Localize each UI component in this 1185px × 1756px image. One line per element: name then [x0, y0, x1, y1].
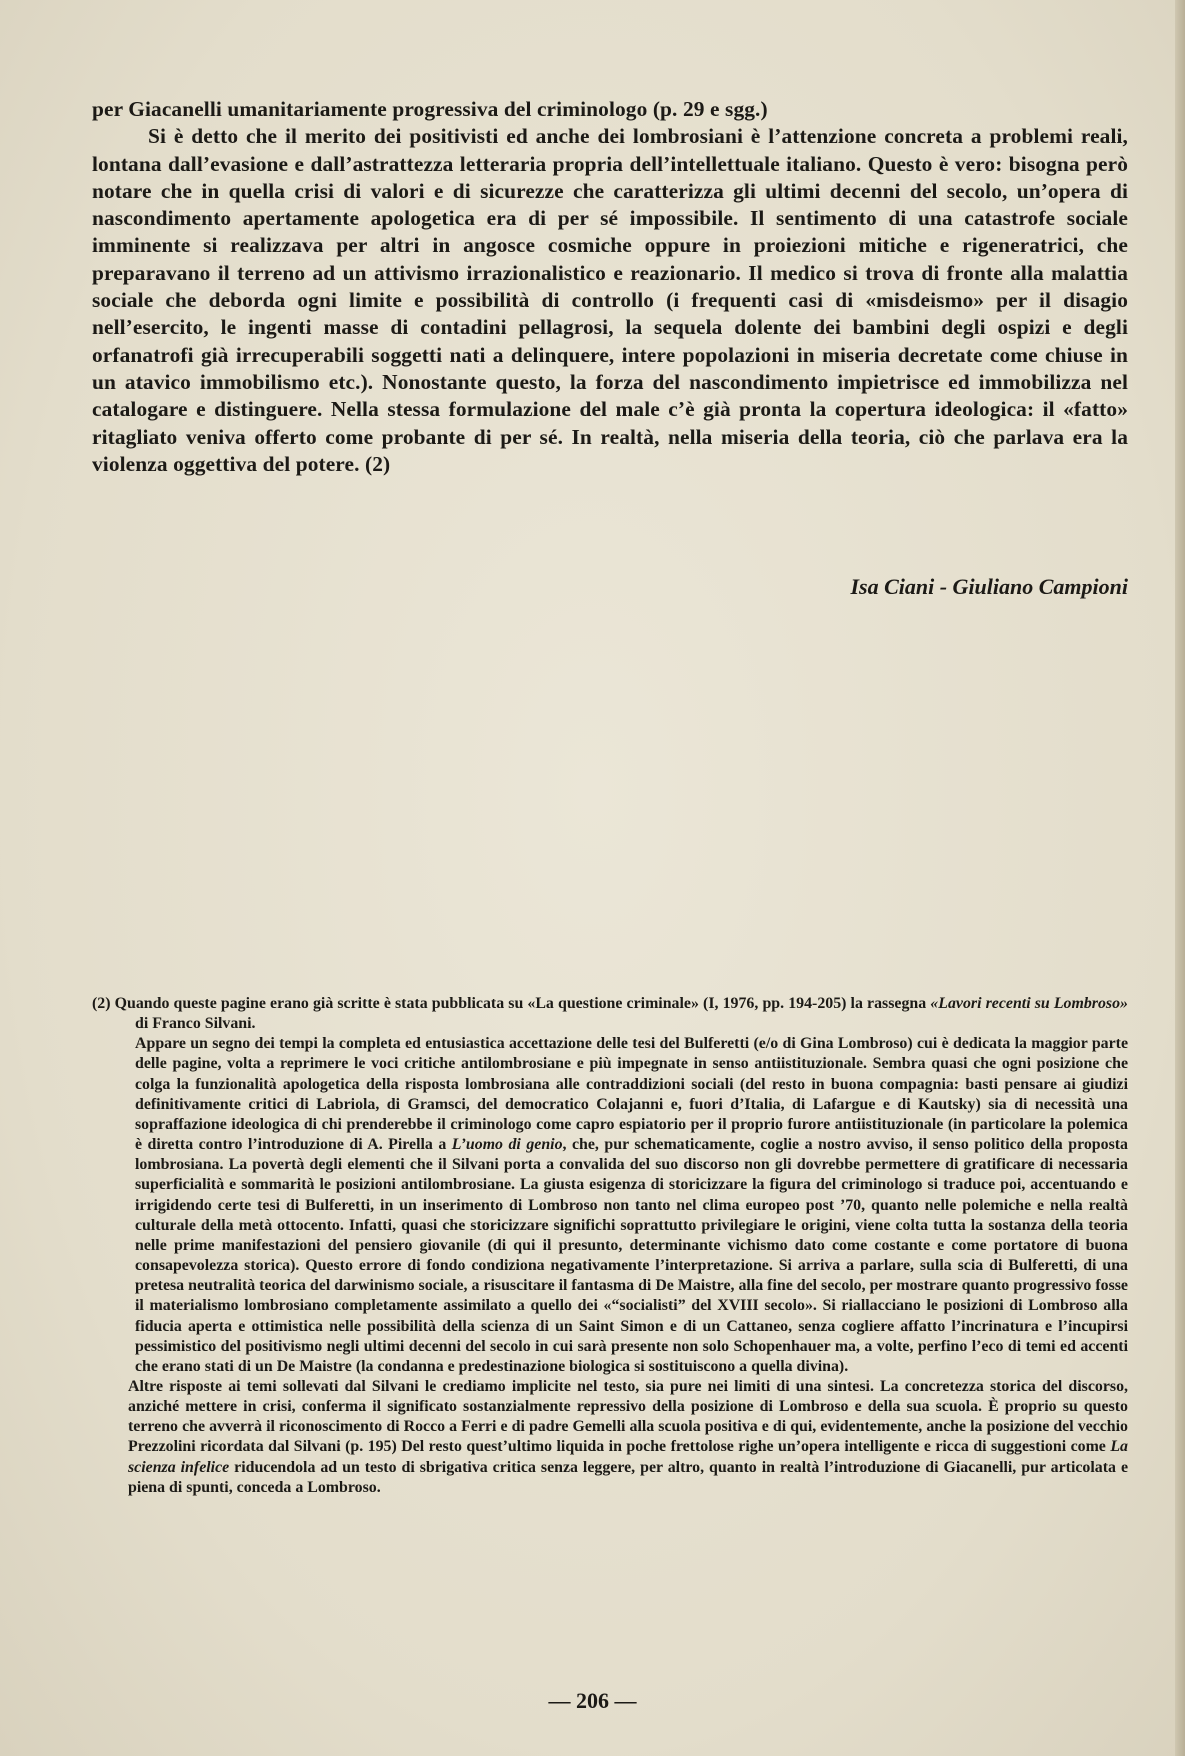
- footnote-block: [92, 994, 1128, 1498]
- main-text: [92, 96, 1128, 478]
- footnote-p1-title: L’uomo di genio: [451, 1136, 563, 1154]
- footnote-p2-title: La scienza infelice: [128, 1438, 1128, 1476]
- author-signature: Isa Ciani - Giuliano Campioni: [850, 574, 1128, 599]
- page-edge: [1175, 0, 1185, 1756]
- page-number: — 206 —: [548, 1688, 637, 1713]
- footnote-paragraph-1: [92, 1034, 1128, 1377]
- footnote-p1-text-b: , che, pur schematicamente, coglie a nostro avviso, il senso politico della proposta lombrosiana. La povertà degli elementi che il Silvani porta a convalida del suo discorso non gli dovrebbe permettere di gratificare di necessaria superficialità e sommarità le posizioni antilombrosiane. La giusta esigenza di storicizzare la figura del criminologo si traduce poi, accentuando e irrigidendo certe tesi di Bulferetti, in un inserimento di Lombroso non tanto nel clima europeo post ’70, quanto nelle polemiche e nella realtà culturale della metà ottocento. Infatti, quasi che storicizzare significhi soprattutto privilegiare le origini, viene colta tutta la sostanza della teoria nelle prime manifestazioni del pensiero giovanile (di qui il presunto, determinante vichismo dato come costante e come portatore di buona consapevolezza storica). Questo errore di fondo condiziona negativamente l’interpretazione. Si arriva a parlare, sulla scia di Bulferetti, di una pretesa neutralità teorica del darwinismo sociale, a risuscitare il fantasma di De Maistre, alla fine del secolo, per mostrare quanto progressivo fosse il materialismo lombrosiano completamente assimilato a quello dei «“socialisti” del XVIII secolo». Si riallacciano le posizioni di Lombroso alla fiducia aperta e ottimistica nelle possibilità della scienza di un Saint Simon e di un Cattaneo, senza cogliere affatto l’incrinatura e l’incupirsi pessimistico del positivismo negli ultimi decenni del secolo in cui sarà presente non solo Schopenhauer ma, a volte, perfino l’eco di temi ed accenti che erano stati di un De Maistre (la condanna e predestinazione biologica si sostituiscono a quella divina).: [135, 1136, 1128, 1375]
- footnote-p1-text-a: Appare un segno dei tempi la completa ed entusiastica accettazione delle tesi del Bulferetti (e/o di Gina Lombroso) cui è dedicata la maggior parte delle pagine, volta a reprimere le voci critiche antilombrosiane e più impegnate in senso antiistituzionale. Sembra quasi che ogni posizione che colga la funzionalità apologetica della risposta lombrosiana alle contraddizioni sociali (del resto in buona compagnia: basti pensare ai giudizi definitivamente critici di Labriola, di Gramsci, del democratico Colajanni e, fuori d’Italia, di Lafargue e di Kautsky) sia di necessità una sopraffazione ideologica di chi prenderebbe il criminologo come capro espiatorio per il proprio furore antiistituzionale (in particolare la polemica è diretta contro l’introduzione di A. Pirella a: [135, 1035, 1128, 1154]
- footnote-p2-text-a: Altre risposte ai temi sollevati dal Silvani le crediamo implicite nel testo, sia pure nei limiti di una sintesi. La concretezza storica del discorso, anziché mettere in crisi, conferma il significato sostanzialmente repressivo della posizione di Lombroso e della sua scuola. È proprio su questo terreno che avverrà il riconoscimento di Rocco a Ferri e di padre Gemelli alla scuola positiva e di qui, evidentemente, anche la posizione del vecchio Prezzolini ricordata dal Silvani (p. 195) Del resto quest’ultimo liquida in poche frettolose righe un’opera intelligente e ricca di suggestioni come: [128, 1377, 1128, 1456]
- footnote-heading: [92, 994, 1128, 1034]
- footnote-paragraph-2: [92, 1377, 1128, 1498]
- paragraph-continuation: per Giacanelli umanitariamente progressiva del criminologo (p. 29 e sgg.): [92, 97, 768, 121]
- footnote-heading-text: (2) Quando queste pagine erano già scritte è stata pubblicata su «La questione criminale» (I, 1976, pp. 194-205) la rassegna: [92, 995, 931, 1012]
- footnote-heading-author: di Franco Silvani.: [135, 1015, 256, 1033]
- footnote-heading-title: «Lavori recenti su Lombroso»: [930, 995, 1129, 1012]
- footnote-p2-text-b: riducendola ad un testo di sbrigativa critica senza leggere, per altro, quanto in realtà l’introduzione di Giacanelli, pur articolata e piena di spunti, conceda a Lombroso.: [128, 1458, 1128, 1496]
- paragraph: Si è detto che il merito dei positivisti ed anche dei lombrosiani è l’attenzione concreta a problemi reali, lontana dall’evasione e dall’astrattezza letteraria propria dell’intellettuale italiano. Questo è vero: bisogna però notare che in quella crisi di valori e di sicurezze che caratterizza gli ultimi decenni del secolo, un’opera di nascondimento apertamente apologetica era di per sé impossibile. Il sentimento di una catastrofe sociale imminente si realizzava per altri in angosce cosmiche oppure in proiezioni mitiche e rigeneratrici, che preparavano il terreno ad un attivismo irrazionalistico e reazionario. Il medico si trova di fronte alla malattia sociale che deborda ogni limite e possibilità di controllo (i frequenti casi di «misdeismo» per il disagio nell’esercito, le ingenti masse di contadini pellagrosi, la sequela dolente dei bambini degli ospizi e degli orfanatrofi già irrecuperabili soggetti nati a delinquere, intere popolazioni in miseria decretate come chiuse in un atavico immobilismo etc.). Nonostante questo, la forza del nascondimento impietrisce ed immobilizza nel catalogare e distinguere. Nella stessa formulazione del male c’è già pronta la copertura ideologica: il «fatto» ritagliato veniva offerto come probante di per sé. In realtà, nella miseria della teoria, ciò che parlava era la violenza oggettiva del potere. (2): [92, 124, 1128, 476]
